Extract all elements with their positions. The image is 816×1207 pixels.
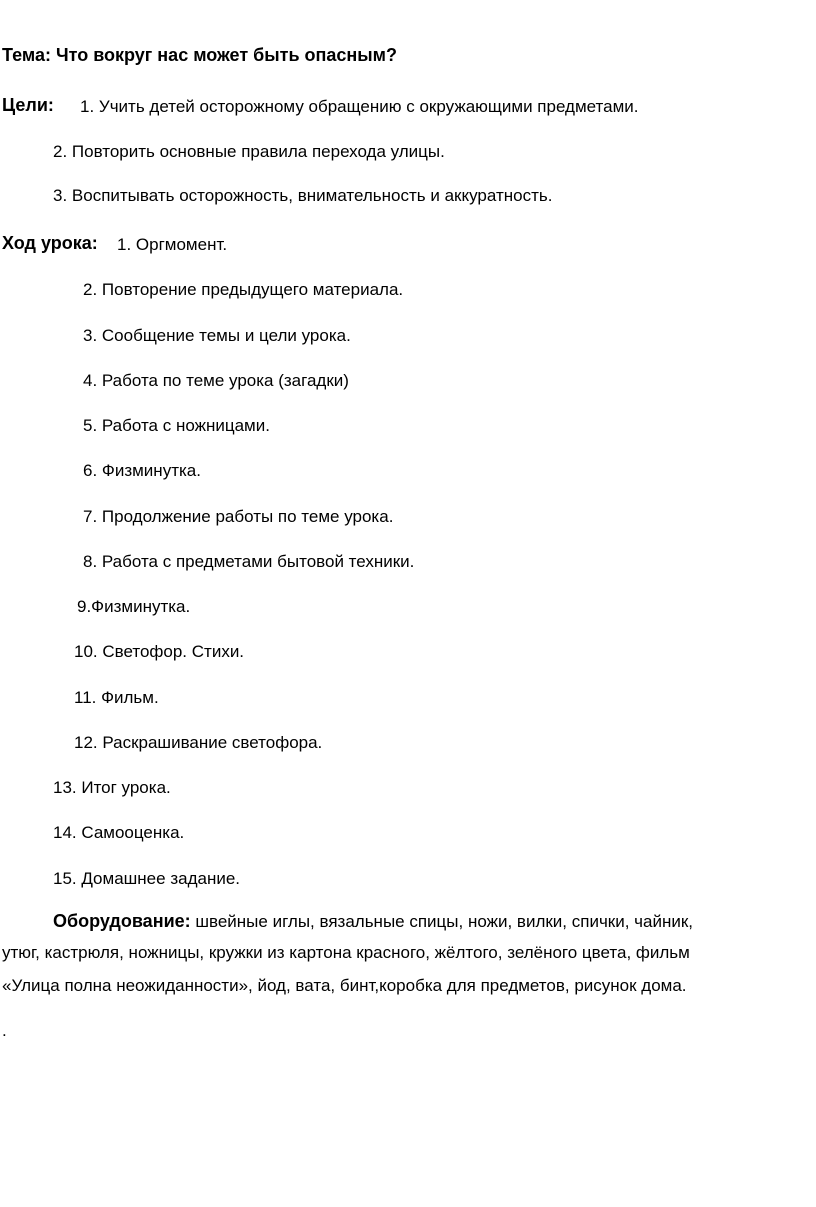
- topic-label: Тема:: [2, 45, 51, 65]
- equipment-line-2: утюг, кастрюля, ножницы, кружки из картона красного, жёлтого, зелёного цвета, фильм: [2, 943, 690, 962]
- lesson-item-2: 2. Повторение предыдущего материала.: [83, 280, 404, 299]
- equipment-line-3: «Улица полна неожиданности», йод, вата, бинт,коробка для предметов, рисунок дома.: [2, 976, 687, 995]
- equipment-line-1: [53, 910, 693, 933]
- equipment-text-1: швейные иглы, вязальные спицы, ножи, вилки, спички, чайник,: [190, 912, 694, 931]
- topic-line: [2, 44, 397, 66]
- lesson-item-6: 6. Физминутка.: [83, 461, 201, 480]
- lesson-item-4: 4. Работа по теме урока (загадки): [83, 371, 349, 390]
- lesson-item-11: 11. Фильм.: [74, 688, 159, 707]
- lesson-item-14: 14. Самооценка.: [53, 823, 185, 842]
- lesson-item-10: 10. Светофор. Стихи.: [74, 642, 245, 661]
- lesson-item-3: 3. Сообщение темы и цели урока.: [83, 326, 351, 345]
- goal-item-2: 2. Повторить основные правила перехода улицы.: [53, 142, 445, 161]
- lesson-item-5: 5. Работа с ножницами.: [83, 416, 270, 435]
- goal-item-3: 3. Воспитывать осторожность, внимательность и аккуратность.: [53, 186, 553, 205]
- trailing-mark: .: [2, 1021, 7, 1040]
- lesson-item-15: 15. Домашнее задание.: [53, 869, 240, 888]
- lesson-item-12: 12. Раскрашивание светофора.: [74, 733, 323, 752]
- topic-text: Что вокруг нас может быть опасным?: [55, 45, 397, 65]
- lesson-item-7: 7. Продолжение работы по теме урока.: [83, 507, 394, 526]
- goals-label: Цели:: [2, 95, 54, 115]
- equipment-label: Оборудование:: [53, 911, 191, 931]
- lesson-item-13: 13. Итог урока.: [53, 778, 171, 797]
- lesson-item-8: 8. Работа с предметами бытовой техники.: [83, 552, 415, 571]
- lesson-item-1: 1. Оргмомент.: [117, 235, 228, 254]
- goal-item-1: 1. Учить детей осторожному обращению с окружающими предметами.: [80, 97, 639, 116]
- lesson-item-9: 9.Физминутка.: [77, 597, 191, 616]
- lesson-plan-label: Ход урока:: [2, 233, 98, 253]
